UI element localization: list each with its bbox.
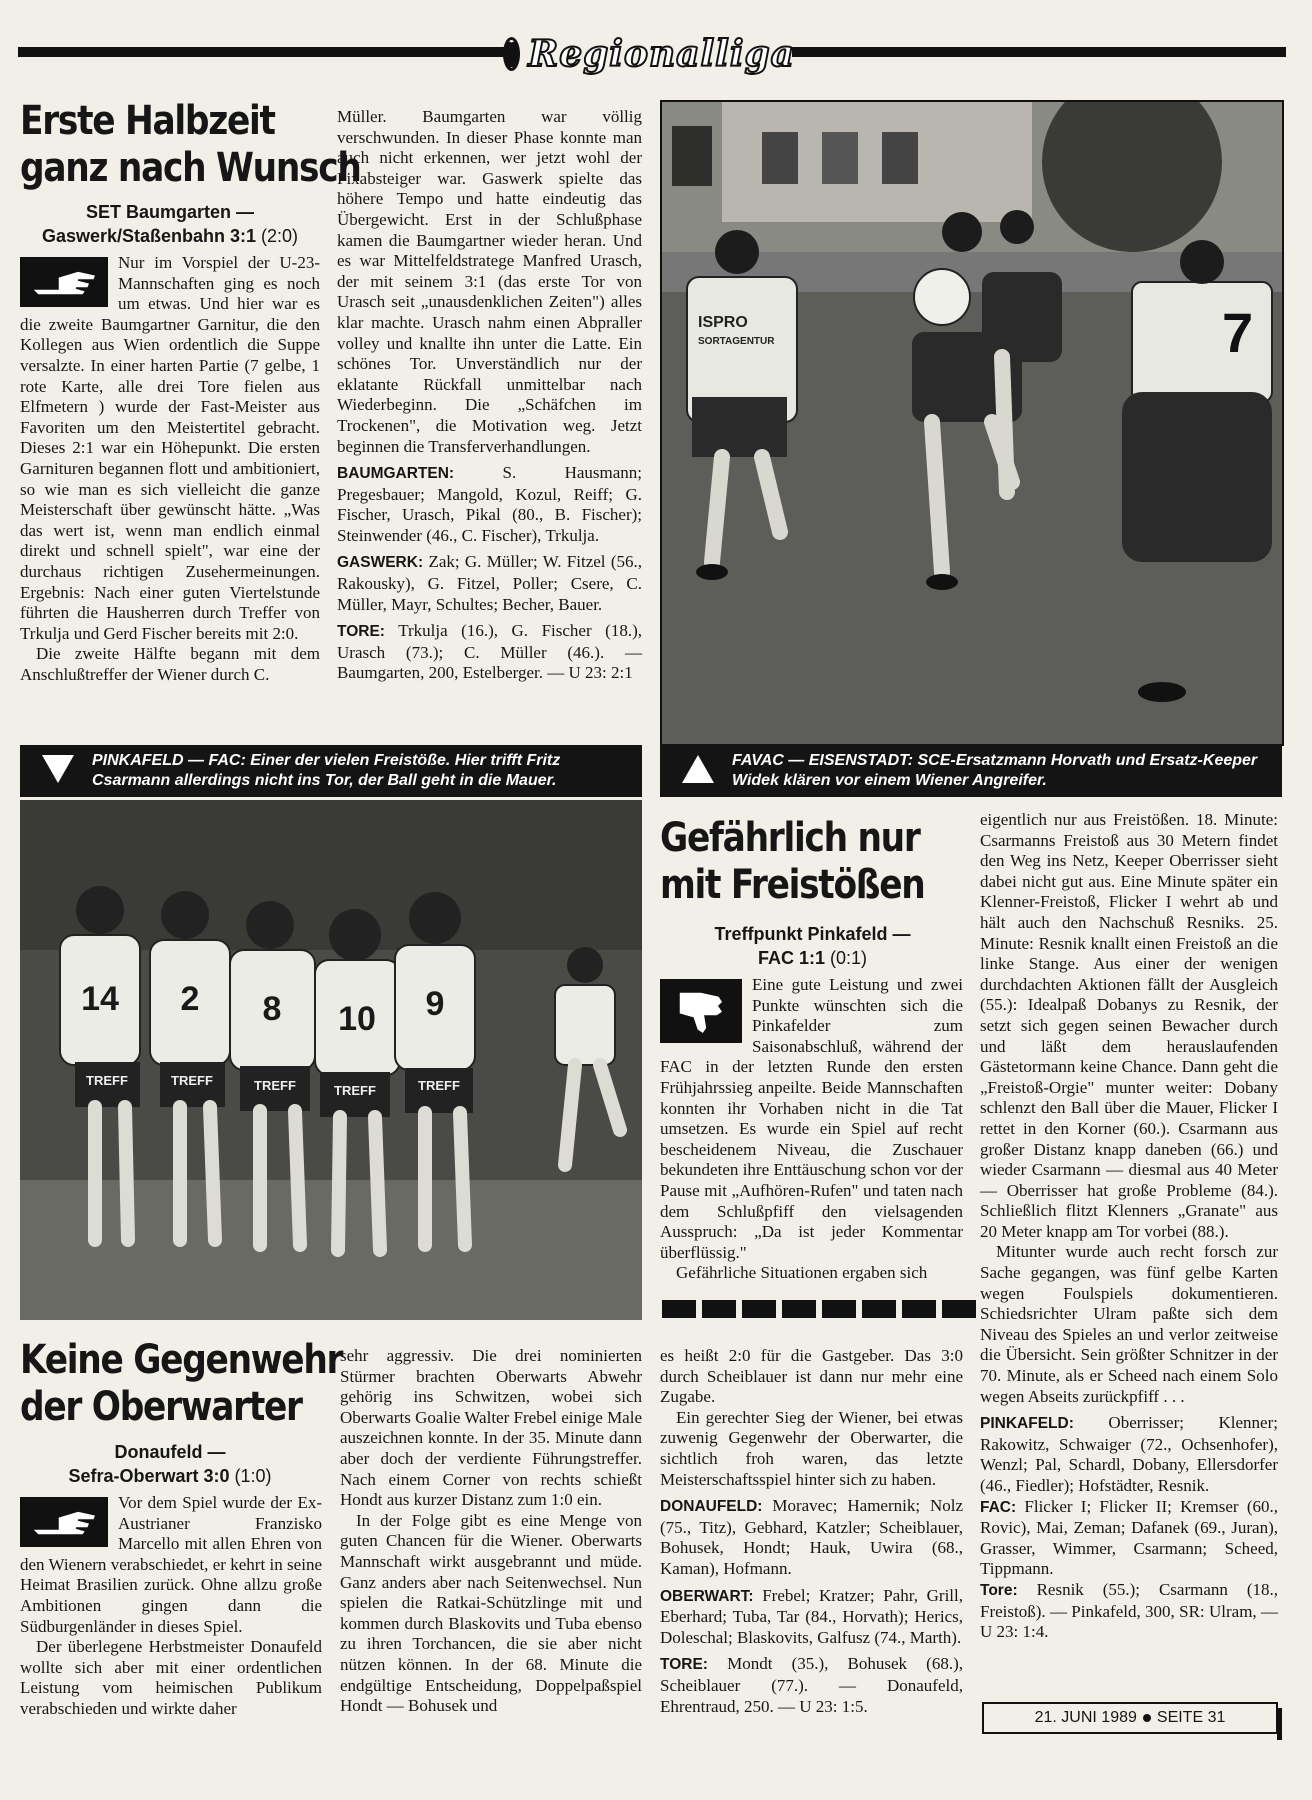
shorts-sponsor: TREFF [418,1078,460,1093]
match-result: Sefra-Oberwart 3:0 [68,1466,230,1486]
headline-line1: Erste Halbzeit [20,98,275,144]
paragraph: Eine gute Leistung und zwei Punkte wünschten sich die Pinkafelder zum Saisonabschluß, während der FAC in der letzten Runde den ersten Frühjahrssieg anpeilte. Beide Mannschaften konnten ihr Vorhaben nicht in die Tat umsetzen. Es wurde ein Spiel auf recht bescheidenem Niveau, die Zuschauer bekundeten ihre Enttäuschung schon vor der Pause mit „Aufhören-Rufen" und taten nach dem Schlußpfiff den vielsagenden Ausspruch: „Da ist jeder Kommentar überflüssig." [660,975,963,1262]
lineup-away [660,1586,963,1649]
lineup-text: Zak; G. Müller; W. Fitzel (56., Rakousky), G. Fitzel, Poller; Csere, C. Müller, Mayr, Schultes; Becher, Bauer. [337,552,643,614]
bullet-dot [1143,1714,1151,1722]
headline-line1: Gefährlich nur [660,815,920,861]
article2-headline [660,815,980,909]
team-label: OBERWART: [660,1587,754,1605]
shirt-sponsor: ISPRO [698,314,748,331]
article2-col1 [660,975,963,1284]
article3-col2 [340,1346,642,1717]
article1-col1 [20,253,320,685]
paragraph: Vor dem Spiel wurde der Ex-Austrianer Franzisko Marcello mit allen Ehren von den Wienern verabschiedet, er kehrt in seine Heimat Brasilien zurück. Ohne allzu große Ambitionen gingen dann die Südburgenländer in dieses Spiel. [20,1493,322,1636]
shorts-sponsor: TREFF [171,1073,213,1088]
shirt-number: 8 [262,990,282,1028]
goals-label: Tore: [980,1581,1018,1599]
halftime-score: (0:1) [830,948,868,968]
paragraph: Müller. Baumgarten war völlig verschwunden. In dieser Phase konnte man auch nicht erkennen, wer jetzt wohl der Fixabsteiger war. Gaswerk spielte das höhere Tempo und hatte eindeutig das Übergewicht. Erst in der Schlußphase kamen die Baumgartner wieder heran. Und es war Mittelfeldstratege Manfred Urasch, der mit seinem 3:1 (das erste Tor von Urasch seit „unausdenklichen Zeiten") alles klar machte. Urasch nahm einen Abpraller volley und knallte ihn unter die Latte. Ein schönes Tor. Unverständlich nur der eklatante Rückfall unmittelbar nach Wiederbeginn. Die „Schäfchen im Trockenen", die Motivation weg. Jetzt beginnen die Transferverhandlungen. [337,107,642,456]
goals-line [337,621,642,684]
thumbs-down-icon [660,979,742,1043]
paragraph: Die zweite Hälfte begann mit dem Anschlußtreffer der Wiener durch C. [20,644,320,684]
paragraph: Gefährliche Situationen ergaben sich [676,1263,928,1283]
page-dateline [982,1702,1278,1734]
headline-line2: mit Freistößen [660,862,925,908]
up-arrow-icon [682,755,714,783]
match-result: FAC 1:1 [757,948,825,968]
goals-text: Trkulja (16.), G. Fischer (18.), Urasch (73.); C. Müller (46.). — Baumgarten, 200, Estelberger. — U 23: 2:1 [337,621,642,683]
lineup-home [660,1496,963,1579]
separator-bar [662,1300,976,1318]
goals-label: TORE: [660,1656,708,1674]
shorts-sponsor: TREFF [254,1078,296,1093]
team-label: GASWERK: [337,554,424,572]
caption-left [20,745,642,797]
article3-col1 [20,1493,322,1720]
down-arrow-icon [42,755,74,783]
paragraph: eigentlich nur aus Freistößen. 18. Minute: Csarmanns Freistoß aus 30 Metern findet den Weg ins Netz, Keeper Oberrisser sieht dabei nicht gut aus. Eine Minute später ein Klenner-Freistoß, Flicker I wehrt ab und hält auch den Nachschuß Resniks. 25. Minute: Resnik knallt einen Freistoß an die linke Stange. Aus einer der wenigen durchdachten Aktionen fällt der Ausgleich (55.): Idealpaß Dobanys zu Resnik, der setzt sich gegen seinen Bewacher durch und läßt dem herauslaufenden Gästetormann keine Chance. Dann geht die „Freistoß-Orgie" munter weiter: Dobany schlenzt den Ball über die Mauer, Flicker I rettet in den Korner (60.). Csarmann aus großer Distanz knapp daneben (66.) und wieder Csarmann — diesmal aus 40 Meter — Oberrisser hat große Probleme (84.). Schließlich flitzt Klenners „Granate" aus 20 Meter knapp am Tor vorbei (88.). [980,810,1278,1241]
match-score [20,1464,320,1488]
shirt-number: 14 [81,980,119,1018]
header-rule-right [792,47,1286,57]
shirt-number: 10 [338,1000,376,1038]
paragraph: In der Folge gibt es eine Menge von guten Chancen für die Wiener. Oberwarts Mannschaft wirkt ausgebrannt und müde. Ganz anders aber nach Seitenwechsel. Nun spielen die Ratkai-Schützlinge mit und kommen durch Blaskovits und Tuba ebenso zu ihren Torchancen, die sie aber nicht nützen können. In der 68. Minute die endgültige Entscheidung, Doppelpaßspiel Hondt — Bohusek und [340,1510,642,1716]
article1-match [20,200,320,248]
lineup-away [337,552,642,615]
match-teams: SET Baumgarten — [85,202,255,222]
goals-line [660,1654,963,1717]
paragraph: Mitunter wurde auch recht forsch zur Sache gegangen, was fünf gelbe Karten wegen Foulspiels dokumentieren. Schiedsrichter Ulram paßte sich dem Niveau des Spieles an und verlor zeitweise die Übersicht. Sein größter Schnitzer in der 70. Minute, als er Scheed nach einem Solo wegen Abseits zurückpfiff . . . [980,1242,1278,1406]
headline-line2: der Oberwarter [20,1384,302,1430]
article2-col2 [980,810,1278,1643]
caption-text: SCE-Ersatzmann Horvath und Ersatz-Keeper Widek klären vor einem Wiener Angreifer. [732,752,1258,789]
issue-date: 21. JUNI 1989 [1034,1709,1137,1726]
halftime-score: (1:0) [234,1466,272,1486]
page-number: SEITE 31 [1156,1709,1226,1726]
match-photo-favac-eisenstadt [660,100,1284,746]
paragraph: Der überlegene Herbstmeister Donaufeld wollte sich aber mit einer ordentlichen Leistung vom heimischen Publikum verabschieden und wirkte daher [20,1637,322,1718]
match-teams: Donaufeld — [114,1442,226,1462]
section-banner [503,33,795,75]
lineup-text: Moravec; Hamernik; Nolz (75., Titz), Gebhard, Katzler; Scheiblauer, Bohusek, Hondt; Hauk, Uwira (68., Kaman), Hofmann. [660,1496,963,1578]
match-photo-pinkafeld-fac [20,800,642,1320]
soccer-ball-icon [503,37,520,71]
match-score [660,946,965,970]
article1-col2 [337,107,642,684]
article3-headline [20,1337,343,1431]
shorts-sponsor: TREFF [334,1083,376,1098]
header-rule-left [18,47,506,57]
caption-label: PINKAFELD — FAC: [92,752,246,769]
goals-line [980,1580,1278,1643]
match-result: Gaswerk/Staßenbahn 3:1 [41,226,257,246]
article2-match [660,922,965,970]
paragraph: es heißt 2:0 für die Gastgeber. Das 3:0 durch Scheiblauer ist dann nur mehr eine Zugabe. [660,1346,963,1407]
thumbs-up-hand-icon [20,257,108,307]
goals-text: Resnik (55.); Csarmann (18., Freistoß). — Pinkafeld, 300, SR: Ulram, — U 23: 1:4. [980,1579,1279,1642]
thumbs-up-hand-icon [20,1497,108,1547]
team-label: PINKAFELD: [980,1415,1074,1433]
lineup-text: Flicker I; Flicker II; Kremser (60., Rovic), Mai, Zeman; Dafanek (69., Juran), Grasser, Wimmer, Csarmann; Scheed, Tippmann. [980,1496,1278,1579]
lineup-text: S. Hausmann; Pregesbauer; Mangold, Kozul, Reiff; G. Fischer, Urasch, Pikal (80., B. Fischer); Steinwender (46., C. Fischer), Trkulja. [337,463,642,545]
paragraph: Nur im Vorspiel der U-23-Mannschaften ging es noch um etwas. Und hier war es die zweite Baumgartner Garnitur, die den Kollegen aus Wien ordentlich die Suppe versalzte. In einer harten Partie (7 gelbe, 1 rote Karte, alle drei Tore fielen aus Elfmetern ) wurde der Fast-Meister aus Favoriten um den Meistertitel gebracht. Dieses 2:1 war ein Höhepunkt. Die ersten Garnituren begannen flott und ambitioniert, so wie man es sich vielleicht die ganze Meisterschaft über gewünscht hätte. „Was das wert ist, wenn man endlich einmal direkt und schnell spielt", war eine der durchaus richtigen Zusehermeinungen. Ergebnis: Nach einer guten Viertelstunde führten die Hausherren durch Treffer von Trkulja und Gerd Fischer bereits mit 2:0. [20,253,320,643]
halftime-score: (2:0) [261,226,299,246]
caption-label: FAVAC — EISENSTADT: [732,752,914,769]
shirt-number: 2 [180,980,200,1018]
goals-label: TORE: [337,623,385,641]
article3-col3 [660,1346,963,1717]
shirt-number: 7 [1222,301,1254,364]
article1-headline [20,98,361,192]
article3-match [20,1440,320,1488]
shirt-sponsor-sub: SORTAGENTUR [698,336,775,347]
caption-right [660,745,1282,797]
match-teams: Treffpunkt Pinkafeld — [714,924,911,944]
goals-text: Mondt (35.), Bohusek (68.), Scheiblauer (77.). — Donaufeld, Ehrentraud, 250. — U 23: 1:5. [660,1654,963,1716]
paragraph: sehr aggressiv. Die drei nominierten Stürmer brachten Oberwarts Abwehr gehörig ins Schwitzen, wobei sich Oberwarts Goalie Walter Frebel einige Male auszeichnen konnte. In der 35. Minute dann aber doch der verdiente Führungstreffer. Nach einem Corner von rechts schießt Hondt aus kurzer Distanz zum 1:0 ein. [340,1346,642,1510]
team-label: DONAUFELD: [660,1498,763,1516]
shorts-sponsor: TREFF [86,1073,128,1088]
match-score [20,224,320,248]
lineup-away [980,1497,1278,1580]
lineup-text: Frebel; Kratzer; Pahr, Grill, Eberhard; Tuba, Tar (84., Horvath); Herics, Doleschal; Blaskovits, Galfusz (74., Marth). [660,1585,963,1647]
shirt-number: 9 [425,985,445,1023]
lineup-home [337,463,642,546]
headline-line2: ganz nach Wunsch [20,145,361,191]
paragraph: Ein gerechter Sieg der Wiener, bei etwas zuwenig Gegenwehr der Oberwarter, die sichtlich froh waren, das letzte Meisterschaftsspiel hinter sich zu haben. [660,1407,963,1489]
lineup-text: Oberrisser; Klenner; Rakowitz, Schwaiger (72., Ochsenhofer), Wenzl; Pal, Schardl, Dobany, Ellersdorfer (46., Fiedler); Hofstädter, Resnik. [980,1413,1278,1495]
lineup-home [980,1413,1278,1496]
team-label: BAUMGARTEN: [337,465,455,483]
headline-line1: Keine Gegenwehr [20,1337,343,1383]
section-title: Regionalliga [528,33,795,75]
caption-text: Einer der vielen Freistöße. Hier trifft Fritz Csarmann allerdings nicht ins Tor, der Ball geht in die Mauer. [92,752,561,789]
team-label: FAC: [980,1498,1017,1516]
